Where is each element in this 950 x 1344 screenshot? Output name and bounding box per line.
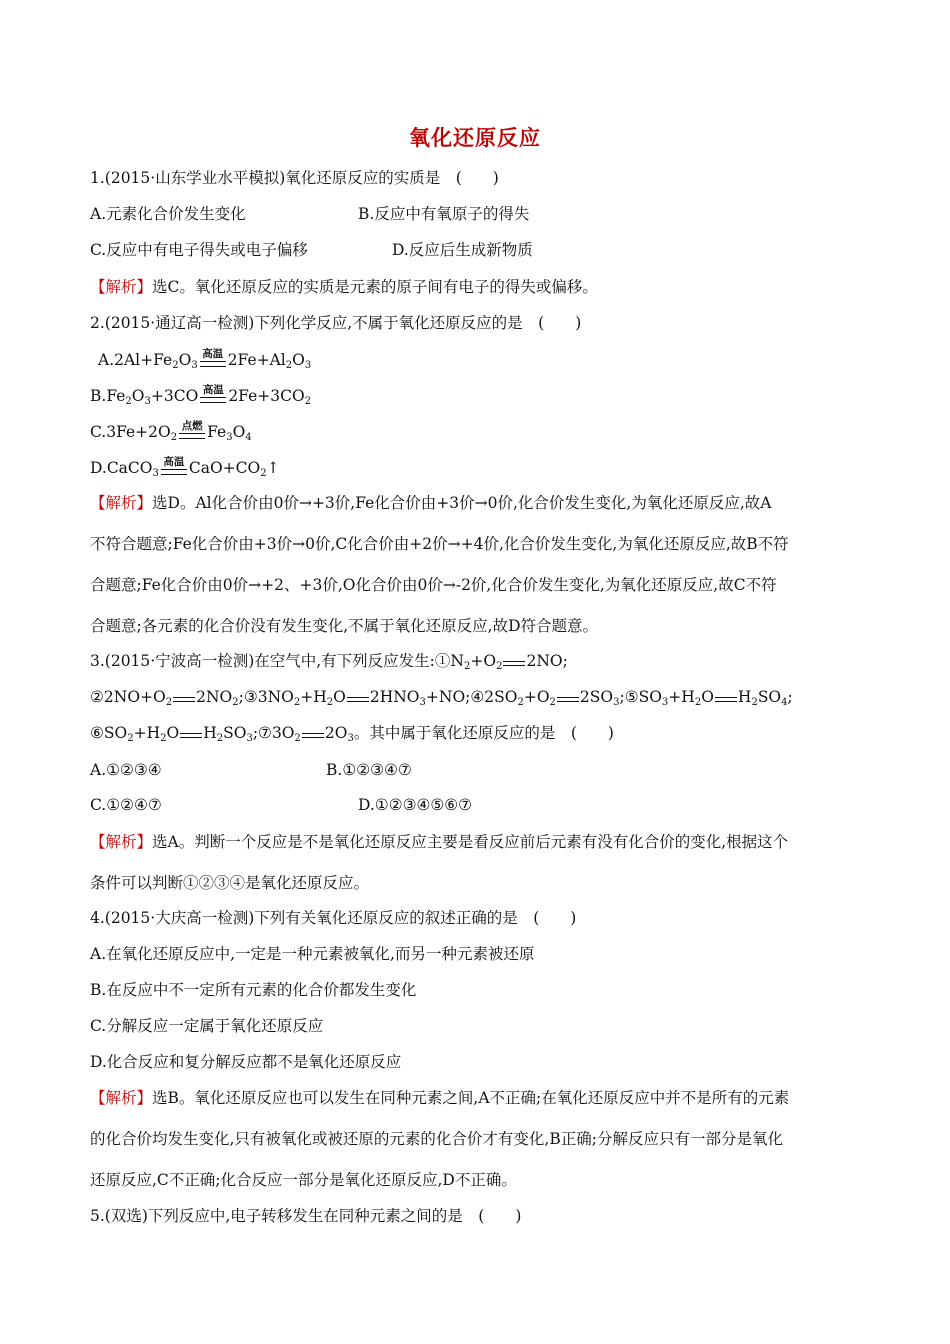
q3-stem-line1: 3.(2015·宁波高一检测)在空气中,有下列反应发生$:①N_2+O_2$ 2NO; — [90, 652, 568, 672]
q4-option-b: B.在反应中不一定所有元素的化合价都发生变化 — [90, 981, 417, 999]
q4-analysis-line1: 【解析】选B。氧化还原反应也可以发生在同种元素之间,A不正确;在氧化还原反应中并不是所有的元素 — [90, 1089, 790, 1107]
q4-stem: 4.(2015·大庆高一检测)下列有关氧化还原反应的叙述正确的是 ( ) — [90, 909, 577, 927]
q2-option-c: $C.3Fe+2O_2$ 点燃 $Fe_3O_4$ — [90, 420, 252, 443]
q1-option-d: D.反应后生成新物质 — [392, 241, 533, 259]
q2-analysis-line3: 合题意;Fe化合价由0价→+2、+3价,O化合价由0价→-2价,化合价发生变化,为氧化还原反应,故C不符 — [90, 576, 777, 594]
q2-analysis-line2: 不符合题意;Fe化合价由+3价→0价,C化合价由+2价→+4价,化合价发生变化,为氧化还原反应,故B不符 — [90, 535, 789, 553]
q2-analysis-line1: 【解析】选D。Al化合价由0价→+3价,Fe化合价由+3价→0价,化合价发生变化,为氧化还原反应,故A — [90, 494, 772, 512]
q3-option-b: B.①②③④⑦ — [326, 761, 412, 779]
analysis-tag: 【解析】 — [90, 278, 153, 296]
q1-option-a: A.元素化合价发生变化 — [90, 205, 246, 223]
q1-stem: 1.(2015·山东学业水平模拟)氧化还原反应的实质是 ( ) — [90, 169, 499, 187]
q1-option-c: C.反应中有电子得失或电子偏移 — [90, 241, 308, 259]
q3-analysis-line2: 条件可以判断①②③④是氧化还原反应。 — [90, 874, 370, 892]
q2-option-d: D.CaCO$_3$ 高温 $CaO+CO_2↑$ — [90, 456, 280, 479]
q1-analysis: 【解析】选C。氧化还原反应的实质是元素的原子间有电子的得失或偏移。 — [90, 278, 598, 296]
q3-stem-line3: $⑥SO_2+H_2O$ $H_2SO_3;⑦3O_2$ $2O_3$。其中属于氧化还原反应的是 ( ) — [90, 724, 614, 744]
q3-option-d: D.①②③④⑤⑥⑦ — [358, 796, 473, 814]
q4-analysis-line3: 还原反应,C不正确;化合反应一部分是氧化还原反应,D不正确。 — [90, 1171, 517, 1189]
q2-stem: 2.(2015·通辽高一检测)下列化学反应,不属于氧化还原反应的是 ( ) — [90, 314, 582, 332]
q4-option-c: C.分解反应一定属于氧化还原反应 — [90, 1017, 324, 1035]
q3-option-a: A.①②③④ — [90, 761, 162, 779]
q4-analysis-line2: 的化合价均发生变化,只有被氧化或被还原的元素的化合价才有变化,B正确;分解反应只有一部分是氧化 — [90, 1130, 783, 1148]
q2-option-a: $A.2Al+Fe_2O_3$ 高温 $2Fe+Al_2O_3$ — [98, 348, 312, 371]
q2-option-b: $B.Fe_2O_3+3CO$ 高温 $2Fe+3CO_2$ — [90, 384, 312, 407]
q3-option-c: C.①②④⑦ — [90, 796, 162, 814]
q4-option-d: D.化合反应和复分解反应都不是氧化还原反应 — [90, 1053, 402, 1071]
q1-option-b: B.反应中有氧原子的得失 — [358, 205, 530, 223]
q5-stem: 5.(双选)下列反应中,电子转移发生在同种元素之间的是 ( ) — [90, 1207, 522, 1225]
page-title: 氧化还原反应 — [409, 126, 541, 150]
q3-analysis-line1: 【解析】选A。判断一个反应是不是氧化还原反应主要是看反应前后元素有没有化合价的变化,根据这个 — [90, 833, 789, 851]
q2-analysis-line4: 合题意;各元素的化合价没有发生变化,不属于氧化还原反应,故D符合题意。 — [90, 617, 599, 635]
q4-option-a: A.在氧化还原反应中,一定是一种元素被氧化,而另一种元素被还原 — [90, 945, 535, 963]
q3-stem-line2: $②2NO+O_2$ $2NO_2;③3NO_2+H_2O$ $2HNO_3+NO;④2SO_2+O_2$ $2SO_3;⑤SO_3+H_2O$ $H_2SO_4$; — [90, 688, 793, 708]
